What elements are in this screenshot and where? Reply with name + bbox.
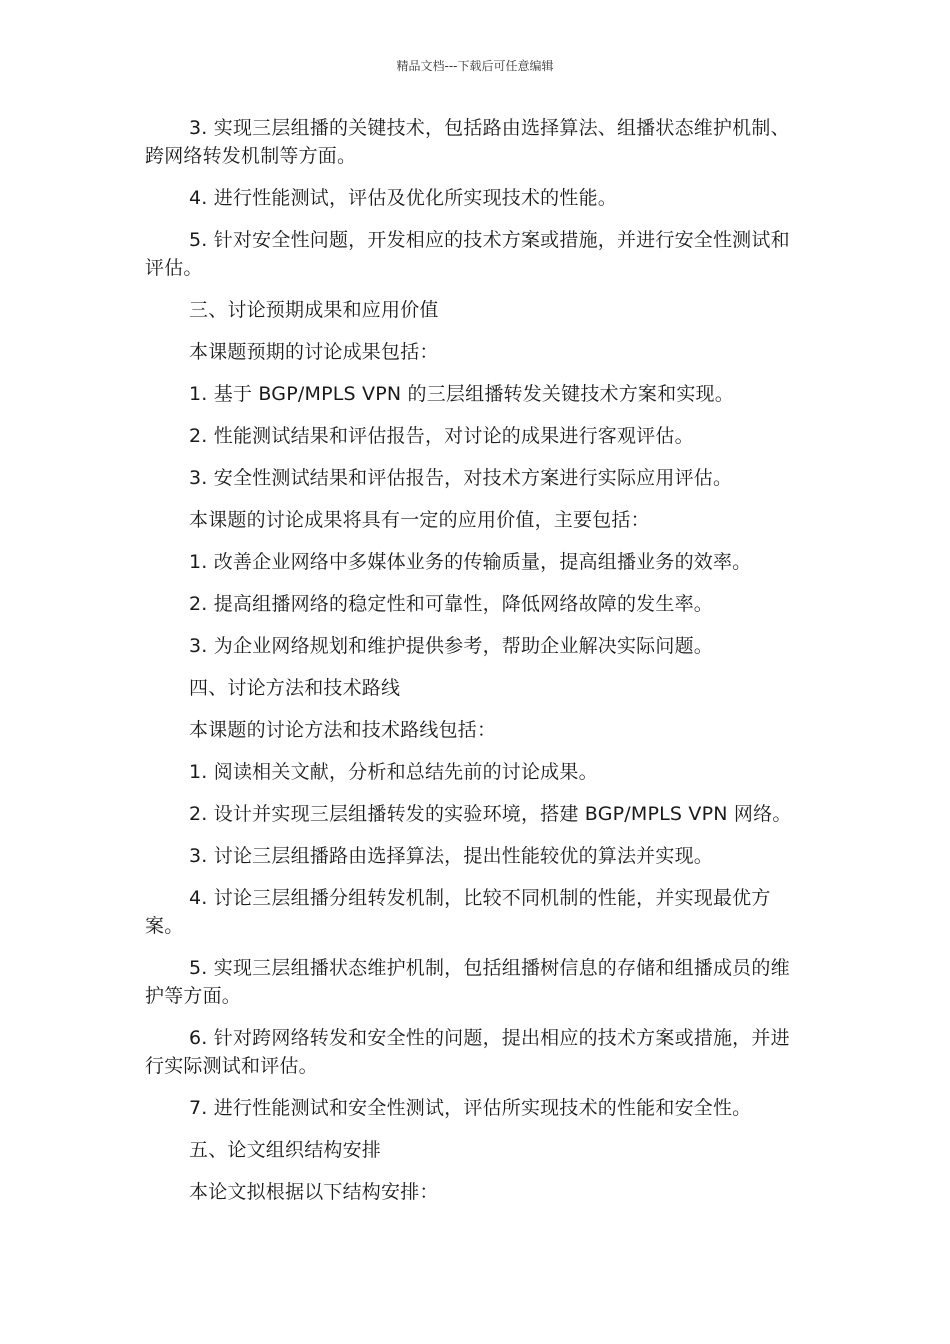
paragraph: 5. 针对安全性问题，开发相应的技术方案或措施，并进行安全性测试和评估。 [145,229,790,279]
paragraph: 4. 讨论三层组播分组转发机制，比较不同机制的性能，并实现最优方案。 [145,887,771,937]
paragraph: 1. 改善企业网络中多媒体业务的传输质量，提高组播业务的效率。 [189,551,752,573]
page-header: 精品文档---下载后可任意编辑 [396,59,554,73]
paragraph: 2. 性能测试结果和评估报告，对讨论的成果进行客观评估。 [189,425,694,447]
paragraph: 2. 设计并实现三层组播转发的实验环境，搭建 BGP/MPLS VPN 网络。 [189,803,792,825]
paragraph: 4. 进行性能测试，评估及优化所实现技术的性能。 [189,187,617,209]
paragraph: 1. 基于 BGP/MPLS VPN 的三层组播转发关键技术方案和实现。 [189,383,734,405]
paragraph: 本课题的讨论方法和技术路线包括： [189,719,497,741]
section-heading: 四、讨论方法和技术路线 [189,677,401,699]
paragraph: 6. 针对跨网络转发和安全性的问题，提出相应的技术方案或措施，并进行实际测试和评估。 [145,1027,790,1077]
paragraph: 本课题的讨论成果将具有一定的应用价值，主要包括： [189,509,650,531]
section-heading: 五、论文组织结构安排 [189,1139,382,1161]
paragraph: 5. 实现三层组播状态维护机制，包括组播树信息的存储和组播成员的维护等方面。 [145,957,790,1007]
paragraph: 本论文拟根据以下结构安排： [189,1181,439,1203]
document-body [145,114,805,1220]
paragraph: 3. 安全性测试结果和评估报告，对技术方案进行实际应用评估。 [189,467,733,489]
paragraph: 2. 提高组播网络的稳定性和可靠性，降低网络故障的发生率。 [189,593,713,615]
paragraph: 3. 讨论三层组播路由选择算法，提出性能较优的算法并实现。 [189,845,713,867]
paragraph: 1. 阅读相关文献，分析和总结先前的讨论成果。 [189,761,598,783]
paragraph: 7. 进行性能测试和安全性测试，评估所实现技术的性能和安全性。 [189,1097,752,1119]
paragraph: 本课题预期的讨论成果包括： [189,341,439,363]
paragraph: 3. 为企业网络规划和维护提供参考，帮助企业解决实际问题。 [189,635,713,657]
section-heading: 三、讨论预期成果和应用价值 [189,299,439,321]
paragraph: 3. 实现三层组播的关键技术，包括路由选择算法、组播状态维护机制、跨网络转发机制等方面。 [145,117,790,167]
